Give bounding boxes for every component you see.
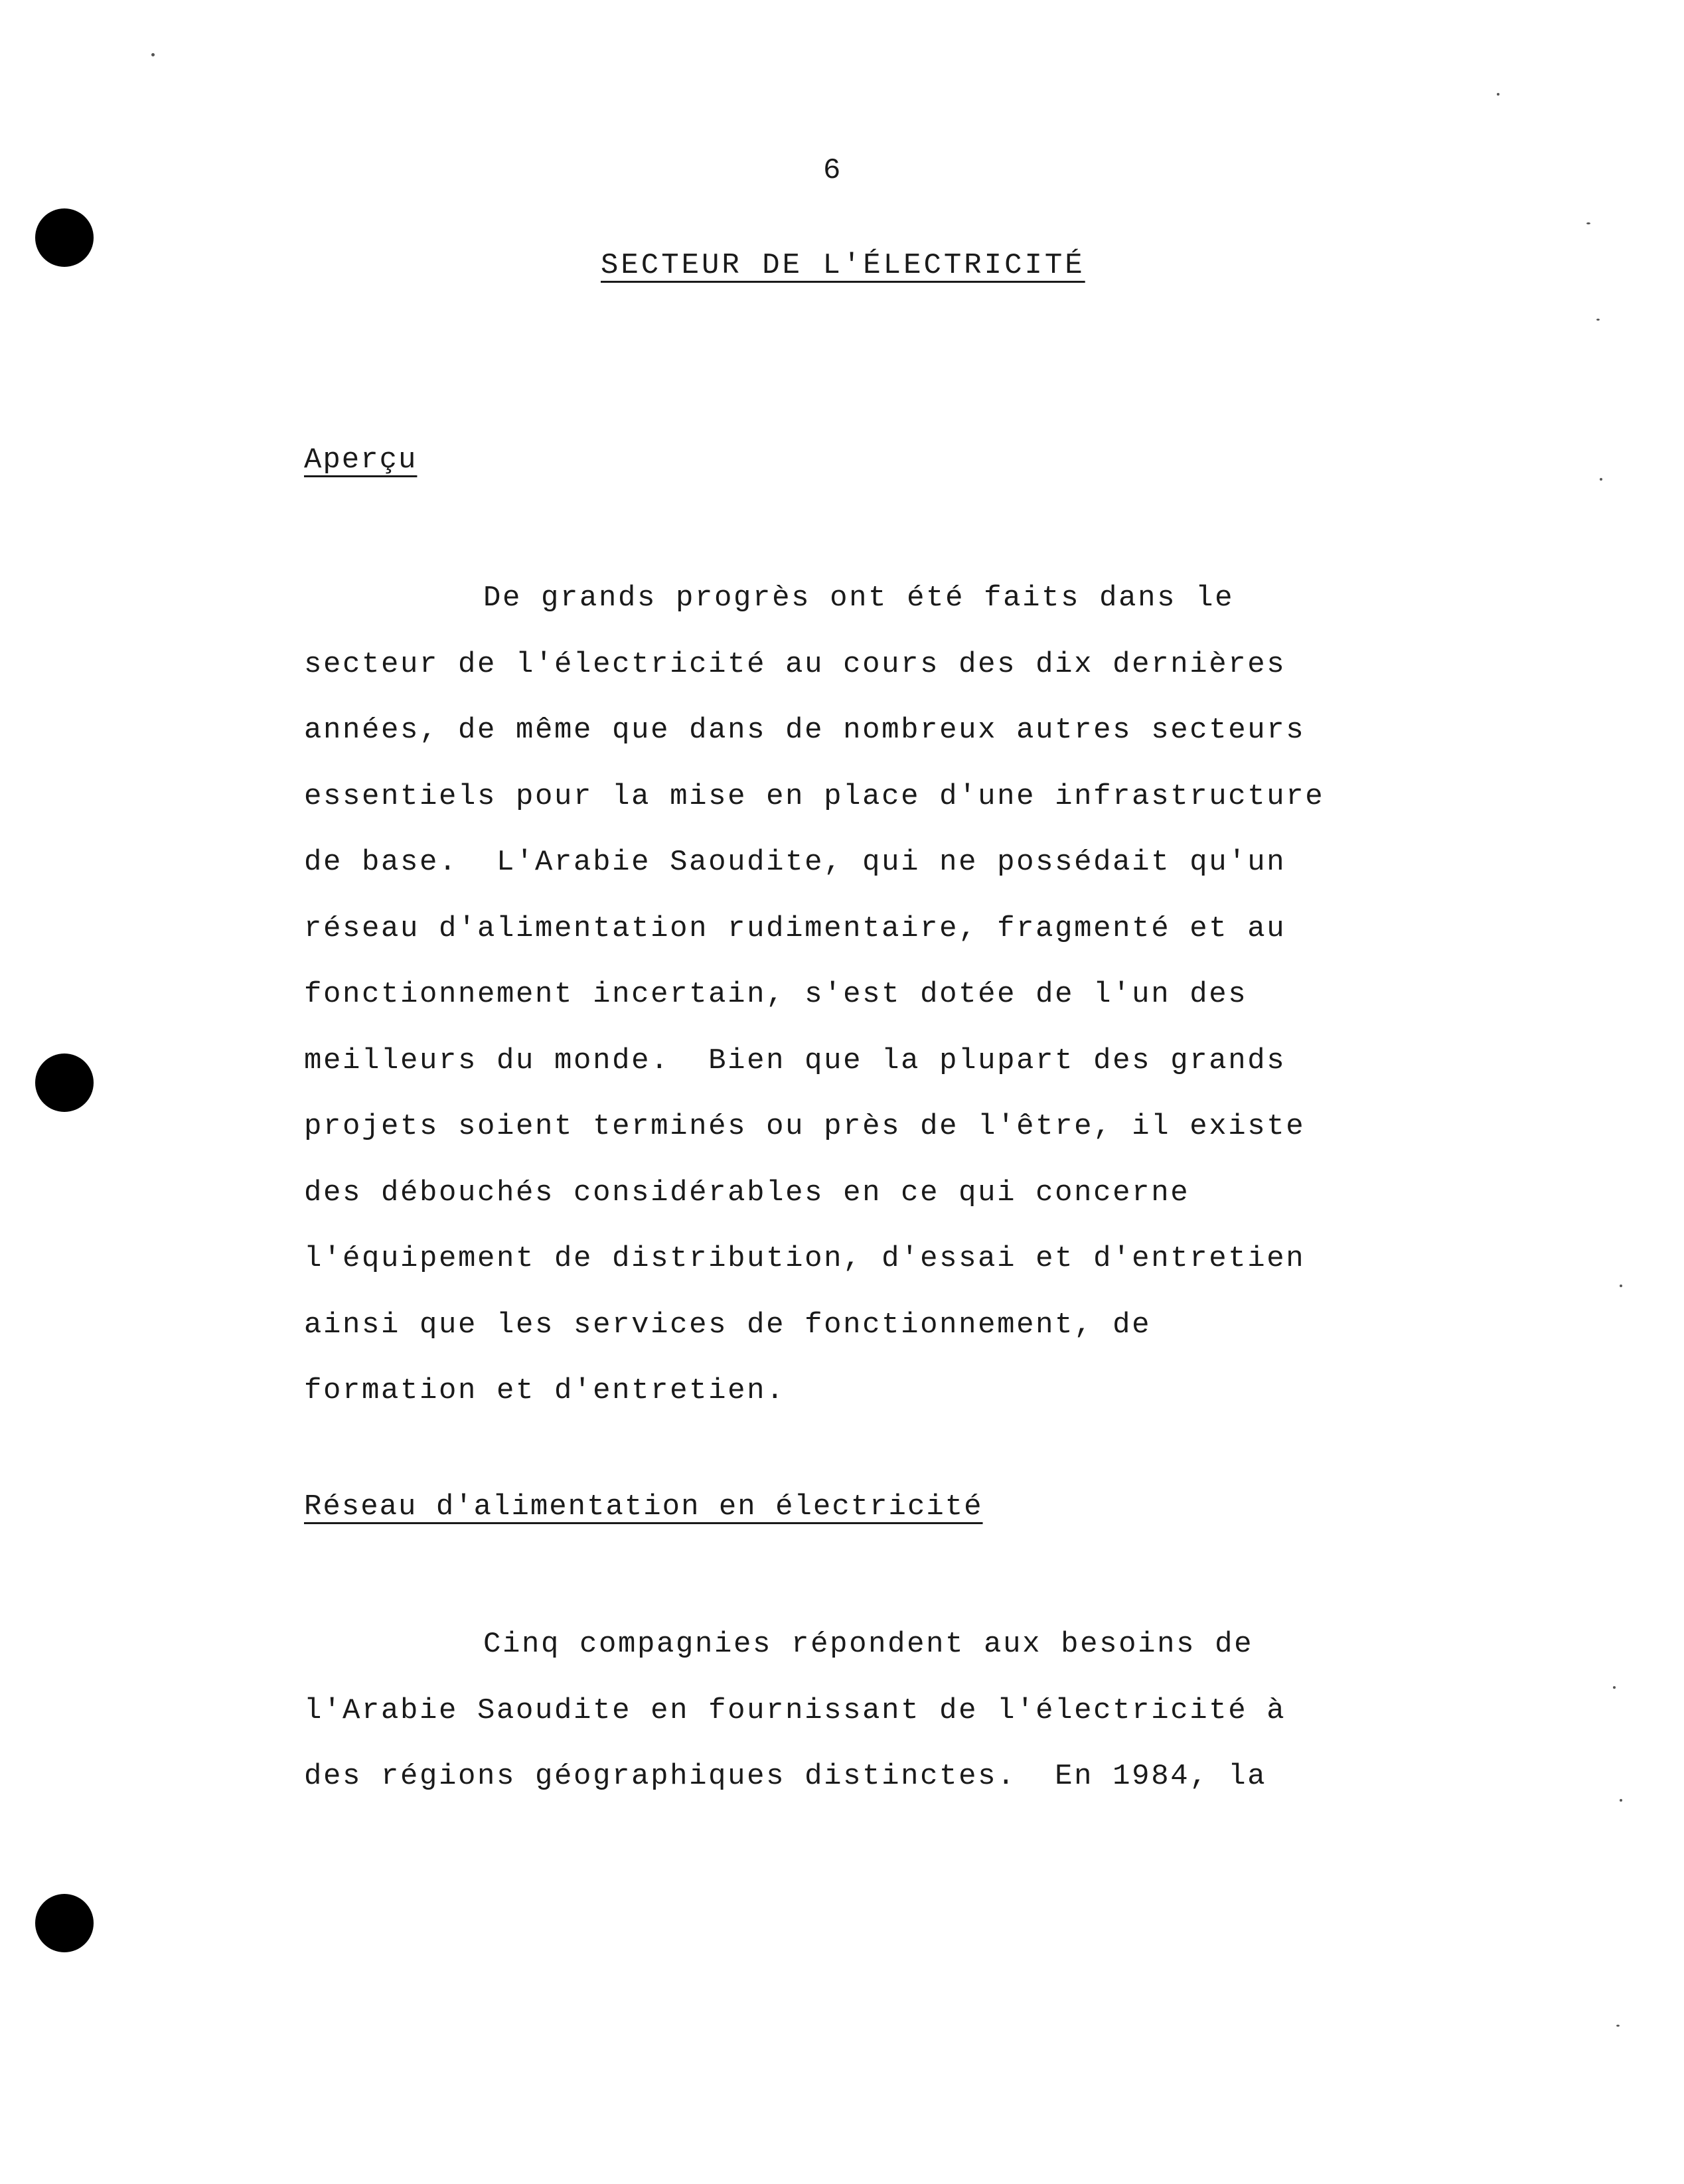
paragraph-line: fonctionnement incertain, s'est dotée de l'un des <box>304 978 1248 1011</box>
page-title: SECTEUR DE L'ÉLECTRICITÉ <box>601 249 1085 282</box>
section-heading-reseau: Réseau d'alimentation en électricité <box>304 1490 983 1523</box>
scan-speck <box>151 53 155 56</box>
punch-hole-bottom <box>35 1894 94 1952</box>
paragraph-line: l'équipement de distribution, d'essai et d'entretien <box>304 1242 1306 1275</box>
paragraph-line: Cinq compagnies répondent aux besoins de <box>483 1628 1254 1661</box>
paragraph-line: réseau d'alimentation rudimentaire, fragmenté et au <box>304 911 1286 945</box>
page-number: 6 <box>823 154 841 187</box>
paragraph-line: meilleurs du monde. Bien que la plupart des grands <box>304 1044 1286 1077</box>
scan-speck <box>1620 1799 1622 1802</box>
section-heading-apercu: Aperçu <box>304 443 418 477</box>
paragraph-reseau <box>304 1612 1399 1810</box>
paragraph-line: secteur de l'électricité au cours des dix dernières <box>304 647 1286 681</box>
punch-hole-middle <box>35 1053 94 1112</box>
scan-speck <box>1497 93 1499 96</box>
scan-speck <box>1596 319 1600 321</box>
paragraph-line: de base. L'Arabie Saoudite, qui ne possédait qu'un <box>304 846 1286 879</box>
paragraph-line: formation et d'entretien. <box>304 1374 786 1407</box>
paragraph-line: l'Arabie Saoudite en fournissant de l'électricité à <box>304 1693 1286 1727</box>
punch-hole-top <box>35 208 94 267</box>
paragraph-line: De grands progrès ont été faits dans le <box>483 582 1235 615</box>
scan-speck <box>1616 2025 1620 2027</box>
paragraph-apercu <box>304 566 1399 1425</box>
scan-speck <box>1620 1285 1622 1287</box>
paragraph-line: essentiels pour la mise en place d'une infrastructure <box>304 779 1325 813</box>
scan-speck <box>1600 478 1602 481</box>
paragraph-line: années, de même que dans de nombreux autres secteurs <box>304 714 1306 747</box>
scan-speck <box>1586 222 1590 224</box>
paragraph-line: des régions géographiques distinctes. En 1984, la <box>304 1760 1267 1793</box>
scan-speck <box>1613 1686 1616 1689</box>
paragraph-line: projets soient terminés ou près de l'être, il existe <box>304 1110 1306 1143</box>
paragraph-line: des débouchés considérables en ce qui concerne <box>304 1176 1190 1209</box>
paragraph-line: ainsi que les services de fonctionnement, de <box>304 1308 1152 1342</box>
